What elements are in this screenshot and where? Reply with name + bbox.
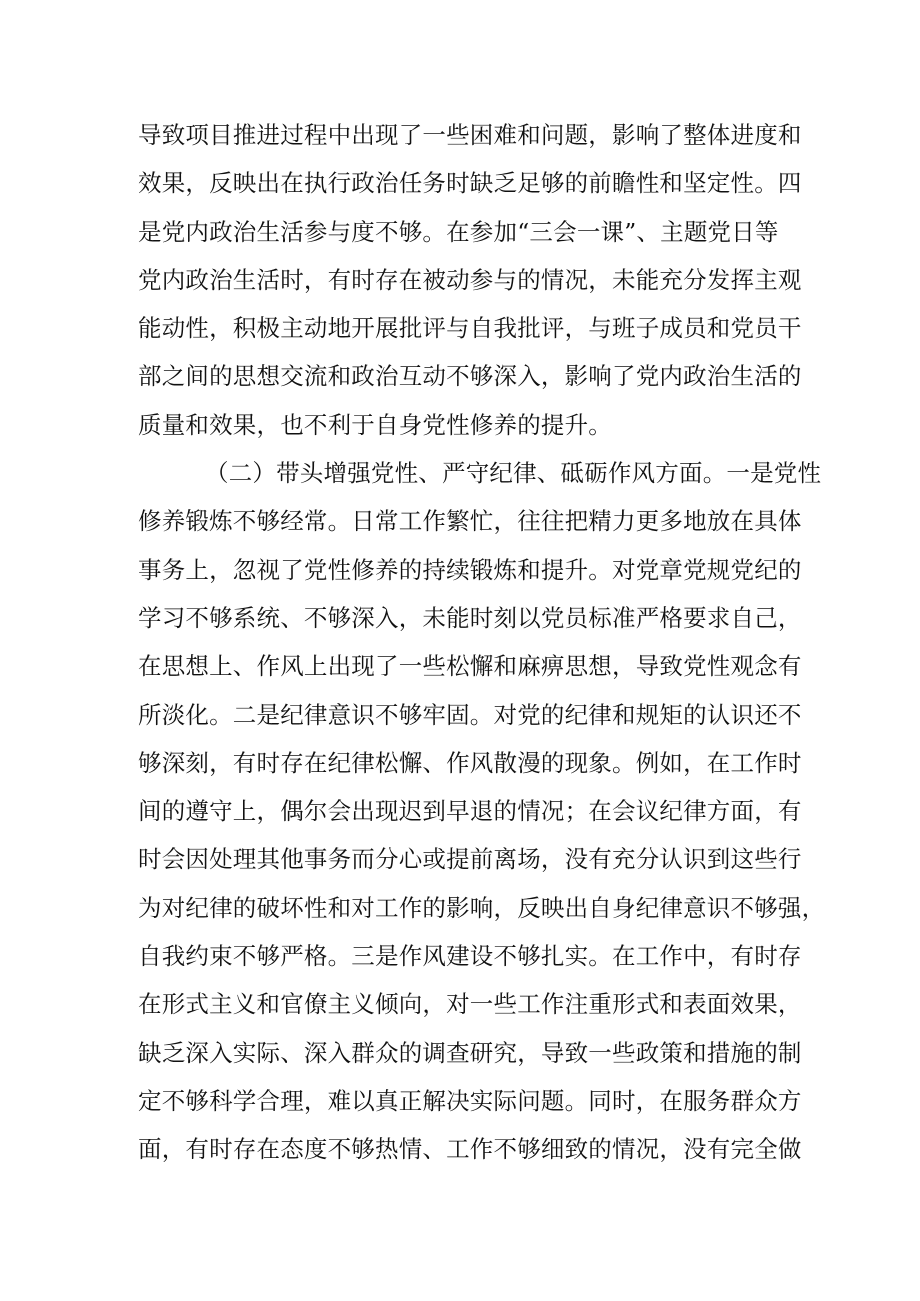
text-line: 在形式主义和官僚主义倾向，对一些工作注重形式和表面效果， — [138, 990, 802, 1019]
text-line: 修养锻炼不够经常。日常工作繁忙，往往把精力更多地放在具体 — [138, 507, 802, 536]
text-line: 质量和效果，也不利于自身党性修养的提升。 — [138, 410, 612, 439]
text-line: 时会因处理其他事务而分心或提前离场，没有充分认识到这些行 — [138, 845, 802, 874]
text-line: 够深刻，有时存在纪律松懈、作风散漫的现象。例如，在工作时 — [138, 748, 802, 777]
text-line: 党内政治生活时，有时存在被动参与的情况，未能充分发挥主观 — [138, 265, 802, 294]
text-line: 是党内政治生活参与度不够。在参加“三会一课”、主题党日等 — [138, 217, 779, 246]
text-line: 自我约束不够严格。三是作风建设不够扎实。在工作中，有时存 — [138, 942, 802, 971]
text-line: 为对纪律的破坏性和对工作的影响，反映出自身纪律意识不够强， — [138, 893, 826, 922]
text-line: 事务上，忽视了党性修养的持续锻炼和提升。对党章党规党纪的 — [138, 555, 802, 584]
text-line: 定不够科学合理，难以真正解决实际问题。同时，在服务群众方 — [138, 1086, 802, 1115]
text-line: 间的遵守上，偶尔会出现迟到早退的情况；在会议纪律方面，有 — [138, 797, 802, 826]
text-line: （二）带头增强党性、严守纪律、砥砺作风方面。一是党性 — [205, 459, 822, 488]
text-line: 面，有时存在态度不够热情、工作不够细致的情况，没有完全做 — [138, 1135, 802, 1164]
text-line: 能动性，积极主动地开展批评与自我批评，与班子成员和党员干 — [138, 314, 802, 343]
text-line: 导致项目推进过程中出现了一些困难和问题，影响了整体进度和 — [138, 121, 802, 149]
text-line: 部之间的思想交流和政治互动不够深入，影响了党内政治生活的 — [138, 362, 802, 391]
document-body — [138, 111, 826, 1174]
text-line: 学习不够系统、不够深入，未能时刻以党员标准严格要求自己， — [138, 603, 802, 632]
text-line: 效果，反映出在执行政治任务时缺乏足够的前瞻性和坚定性。四 — [138, 169, 802, 198]
text-line: 所淡化。二是纪律意识不够牢固。对党的纪律和规矩的认识还不 — [138, 700, 802, 729]
text-line: 在思想上、作风上出现了一些松懈和麻痹思想，导致党性观念有 — [138, 652, 802, 681]
text-line: 缺乏深入实际、深入群众的调查研究，导致一些政策和措施的制 — [138, 1038, 802, 1067]
